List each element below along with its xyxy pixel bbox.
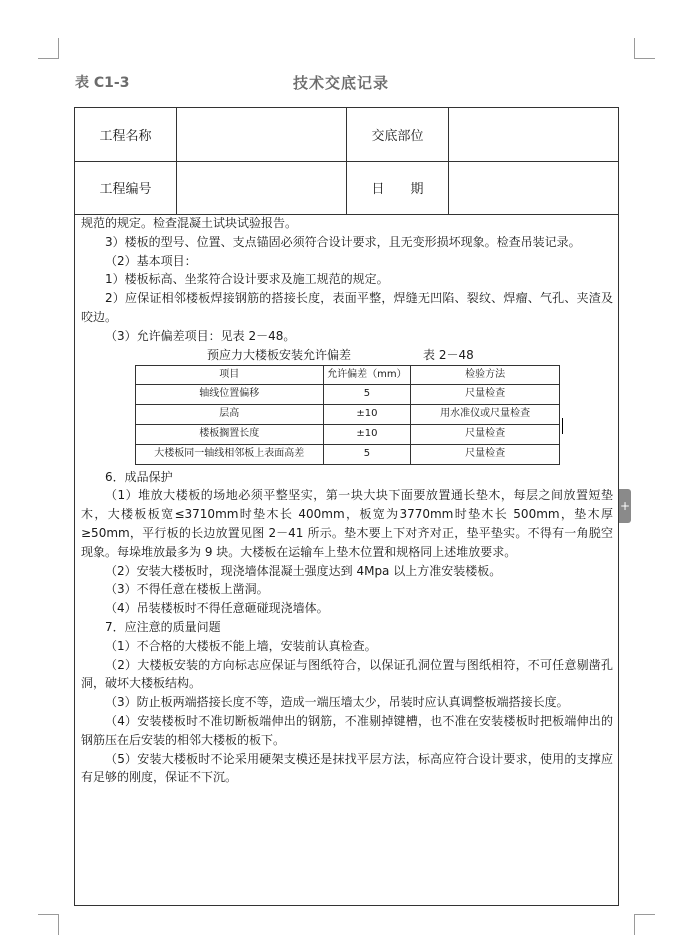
paragraph: （2）安装大楼板时，现浇墙体混凝土强度达到 4Mpa 以上方准安装楼板。: [105, 563, 502, 578]
record-form: [74, 107, 619, 906]
table-cell: 大楼板同一轴线相邻板上表面高差: [136, 444, 324, 464]
table-cell: 轴线位置偏移: [136, 385, 324, 405]
table-cell: 尺量检查: [411, 385, 560, 405]
handover-content: [81, 214, 613, 787]
info-row-project-name: [75, 108, 618, 162]
paragraph: 3）楼板的型号、位置、支点锚固必须符合设计要求，且无变形损坏现象。检查吊装记录。: [105, 234, 581, 249]
table-cell: 5: [323, 385, 411, 405]
document-title: 技术交底记录: [292, 74, 389, 92]
project-number-label: 工程编号: [75, 161, 177, 214]
section-heading: 7．应注意的质量问题: [105, 619, 221, 634]
paragraph: （4）安装楼板时不准切断板端伸出的钢筋，不准剔掉键槽，也不准在安装楼板时把板端伸出的钢筋压在后安装的相邻大楼板的板下。: [81, 713, 613, 747]
table-cell: 用水准仪或尺量检查: [411, 405, 560, 425]
crop-mark-top-left: [38, 38, 59, 59]
expand-panel-tab[interactable]: +: [619, 489, 631, 523]
paragraph: （1）堆放大楼板的场地必须平整坚实，第一块大块下面要放置通长垫木，每层之间放置短垫木，大楼板板宽≤3710mm时垫木长 400mm，板宽为3770mm时垫木长 500mm，垫木厚≥50mm，平行板的长边放置见图 2－41 所示。垫木要上下对齐对正，垫平垫实。不得有一角脱空现象。每垛堆放最多为 9 块。大楼板在运输车上垫木位置和规格同上述堆放要求。: [81, 488, 613, 559]
paragraph: 2）应保证相邻楼板焊接钢筋的搭接长度，表面平整，焊缝无凹陷、裂纹、焊瘤、气孔、夹渣及咬边。: [81, 291, 613, 324]
section-heading: 6．成品保护: [105, 469, 173, 484]
column-header: 允许偏差（mm）: [323, 365, 411, 385]
deviation-table-number: 表 2－48: [423, 347, 474, 362]
project-name-field[interactable]: [177, 108, 347, 161]
paragraph: （4）吊装楼板时不得任意砸碰现浇墙体。: [105, 601, 329, 616]
deviation-table-title: 预应力大楼板安装允许偏差: [207, 347, 352, 362]
table-cell: ±10: [323, 405, 411, 425]
deviation-table: [135, 365, 560, 465]
table-cell: 楼板搁置长度: [136, 424, 324, 444]
paragraph: （3）允许偏差项目：见表 2－48。: [105, 328, 296, 343]
crop-mark-bottom-left: [38, 914, 59, 935]
paragraph: （2）基本项目：: [105, 253, 197, 268]
table-code: 表 C1-3: [75, 75, 130, 91]
table-header-row: [136, 365, 560, 385]
crop-mark-top-right: [634, 38, 655, 59]
table-cell: ±10: [323, 424, 411, 444]
project-number-field[interactable]: [177, 161, 347, 214]
table-cell: 尺量检查: [411, 424, 560, 444]
deviation-table-caption: [81, 346, 613, 364]
table-cell: 5: [323, 444, 411, 464]
column-header: 项目: [136, 365, 324, 385]
handover-part-field[interactable]: [449, 108, 618, 161]
paragraph: （3）不得任意在楼板上凿洞。: [105, 582, 269, 597]
date-label: 日 期: [347, 161, 449, 214]
info-row-project-number: [75, 161, 618, 215]
table-cell: 层高: [136, 405, 324, 425]
paragraph: 规范的规定。检查混凝土试块试验报告。: [81, 216, 298, 230]
date-field[interactable]: [449, 161, 618, 214]
table-row: [136, 385, 560, 405]
paragraph: （3）防止板两端搭接长度不等，造成一端压墙太少，吊装时应认真调整板端搭接长度。: [105, 695, 569, 710]
table-row: [136, 405, 560, 425]
table-row: [136, 424, 560, 444]
crop-mark-bottom-right: [634, 914, 655, 935]
paragraph: （1）不合格的大楼板不能上墙，安装前认真检查。: [105, 638, 377, 653]
table-cell: 尺量检查: [411, 444, 560, 464]
text-cursor: [562, 418, 563, 434]
project-name-label: 工程名称: [75, 108, 177, 161]
paragraph: （5）安装大楼板时不论采用硬架支模还是抹找平层方法，标高应符合设计要求，使用的支撑应有足够的刚度，保证不下沉。: [81, 751, 613, 785]
handover-part-label: 交底部位: [347, 108, 449, 161]
paragraph: 1）楼板标高、坐浆符合设计要求及施工规范的规定。: [105, 272, 389, 287]
table-row: [136, 444, 560, 464]
column-header: 检验方法: [411, 365, 560, 385]
paragraph: （2）大楼板安装的方向标志应保证与图纸符合，以保证孔洞位置与图纸相符，不可任意剔凿孔洞，破坏大楼板结构。: [81, 657, 613, 691]
